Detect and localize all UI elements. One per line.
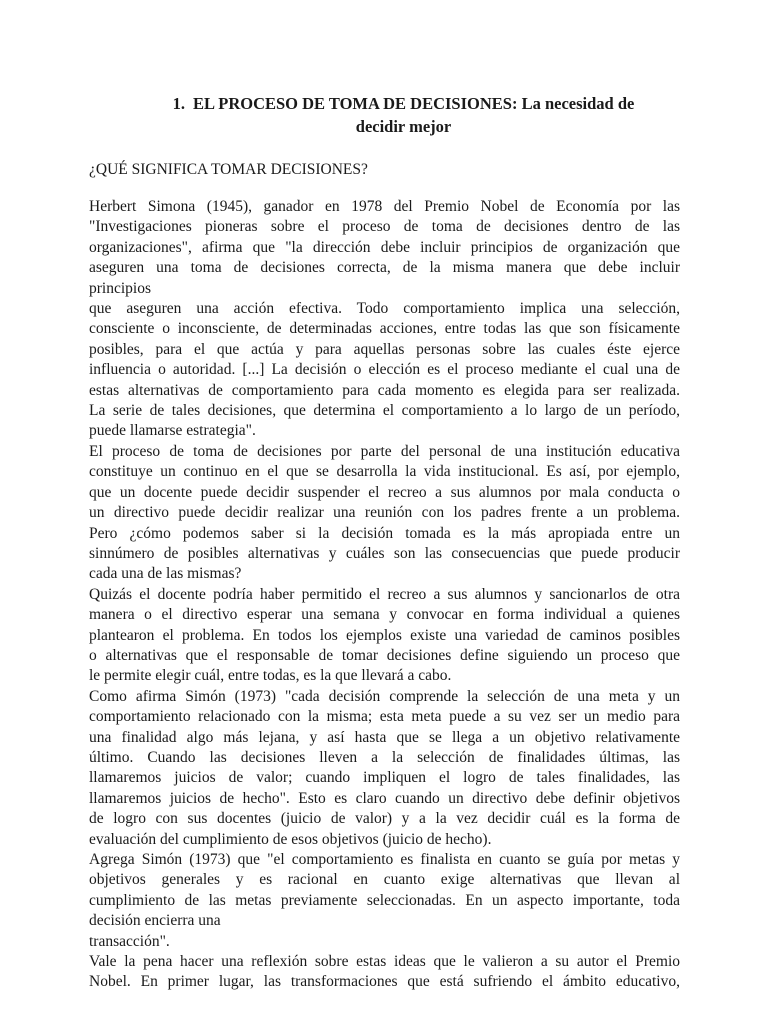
paragraph bbox=[89, 850, 680, 932]
text-line: puede llamarse estrategia". bbox=[89, 422, 256, 440]
text-line: constituye un continuo en el que se desarrolla la vida institucional. Es así, por ejemplo, bbox=[89, 463, 680, 481]
text-line: plantearon el problema. En todos los ejemplos existe una variedad de caminos posibles bbox=[89, 626, 680, 644]
title-line-2: decidir mejor bbox=[355, 117, 452, 136]
text-line: cumplimiento de las metas previamente seleccionadas. En un aspecto importante, toda bbox=[89, 891, 680, 909]
text-line: objetivos generales y es racional en cuanto exige alternativas que llevan al bbox=[89, 871, 680, 889]
text-line: una finalidad algo más lejana, y así hasta que se llega a un objetivo relativamente bbox=[89, 728, 680, 746]
title-number: 1. bbox=[172, 94, 186, 113]
text-line: aseguren una toma de decisiones correcta, de la misma manera que debe incluir bbox=[89, 259, 680, 277]
text-line: evaluación del cumplimiento de esos objetivos (juicio de hecho). bbox=[89, 830, 492, 848]
text-line: Pero ¿cómo podemos saber si la decisión tomada es la más apropiada entre un bbox=[89, 524, 680, 542]
paragraph bbox=[89, 952, 680, 993]
text-line: Agrega Simón (1973) que "el comportamiento es finalista en cuanto se guía por metas y bbox=[89, 851, 680, 868]
text-line: manera o el directivo esperar una semana y convocar en forma individual a quienes bbox=[89, 606, 680, 624]
text-line: influencia o autoridad. [...] La decisión o elección es el proceso mediante el cual una de bbox=[89, 361, 680, 379]
paragraph bbox=[89, 299, 680, 442]
text-line: El proceso de toma de decisiones por parte del personal de una institución educativa bbox=[89, 442, 680, 460]
body-text bbox=[89, 197, 680, 993]
text-line: consciente o inconsciente, de determinadas acciones, entre todas las que son físicamente bbox=[89, 320, 680, 338]
text-line: Quizás el docente podría haber permitido el recreo a sus alumnos y sancionarlos de otra bbox=[89, 585, 680, 603]
section-heading: ¿QUÉ SIGNIFICA TOMAR DECISIONES? bbox=[89, 161, 368, 178]
text-line: cada una de las mismas? bbox=[89, 565, 242, 583]
text-line: sinnúmero de posibles alternativas y cuáles son las consecuencias que puede producir bbox=[89, 544, 680, 562]
paragraph bbox=[89, 585, 680, 687]
text-line: Como afirma Simón (1973) "cada decisión comprende la selección de una meta y un bbox=[89, 687, 680, 705]
text-line: transacción". bbox=[89, 932, 170, 950]
paragraph bbox=[89, 442, 680, 585]
text-line: o alternativas que el responsable de tomar decisiones define siguiendo un proceso que bbox=[89, 646, 680, 664]
title-line-1: 1. EL PROCESO DE TOMA DE DECISIONES: La necesidad de bbox=[172, 94, 635, 113]
text-line: organizaciones", afirma que "la dirección debe incluir principios de organización que bbox=[89, 238, 680, 256]
text-line: posibles, para el que actúa y para aquellas personas sobre las cuales éste ejerce bbox=[89, 340, 680, 358]
text-line: que aseguren una acción efectiva. Todo comportamiento implica una selección, bbox=[89, 300, 680, 318]
text-line: llamaremos juicios de hecho". Esto es claro cuando un directivo debe definir objetivos bbox=[89, 789, 680, 807]
text-line: "Investigaciones pioneras sobre el proceso de toma de decisiones dentro de las bbox=[89, 218, 680, 236]
text-line: comportamiento relacionado con la misma; esta meta puede a su vez ser un medio para bbox=[89, 708, 680, 726]
text-line: Nobel. En primer lugar, las transformaciones que está sufriendo el ámbito educativo, bbox=[89, 973, 680, 991]
paragraph bbox=[89, 197, 680, 299]
text-line: principios bbox=[89, 279, 151, 297]
text-line: Herbert Simona (1945), ganador en 1978 del Premio Nobel de Economía por las bbox=[89, 198, 680, 215]
text-line: decisión encierra una bbox=[89, 912, 221, 930]
text-line: que un docente puede decidir suspender el recreo a sus alumnos por mala conducta o bbox=[89, 483, 680, 501]
paragraph bbox=[89, 687, 680, 850]
text-line: último. Cuando las decisiones lleven a la selección de finalidades últimas, las bbox=[89, 748, 680, 766]
paragraph bbox=[89, 932, 680, 952]
document-title bbox=[127, 92, 680, 138]
text-line: llamaremos juicios de valor; cuando impliquen el logro de tales finalidades, las bbox=[89, 769, 680, 787]
document-page bbox=[89, 92, 680, 993]
text-line: La serie de tales decisiones, que determina el comportamiento a lo largo de un período, bbox=[89, 402, 680, 420]
text-line: un directivo puede decidir realizar una reunión con los padres frente a un problema. bbox=[89, 504, 680, 522]
text-line: Vale la pena hacer una reflexión sobre estas ideas que le valieron a su autor el Premio bbox=[89, 953, 680, 971]
text-line: le permite elegir cuál, entre todas, es la que llevará a cabo. bbox=[89, 667, 452, 685]
text-line: estas alternativas de comportamiento para cada momento es elegida para ser realizada. bbox=[89, 381, 680, 399]
text-line: de logro con sus docentes (juicio de valor) y a la vez decidir cuál es la forma de bbox=[89, 810, 680, 828]
